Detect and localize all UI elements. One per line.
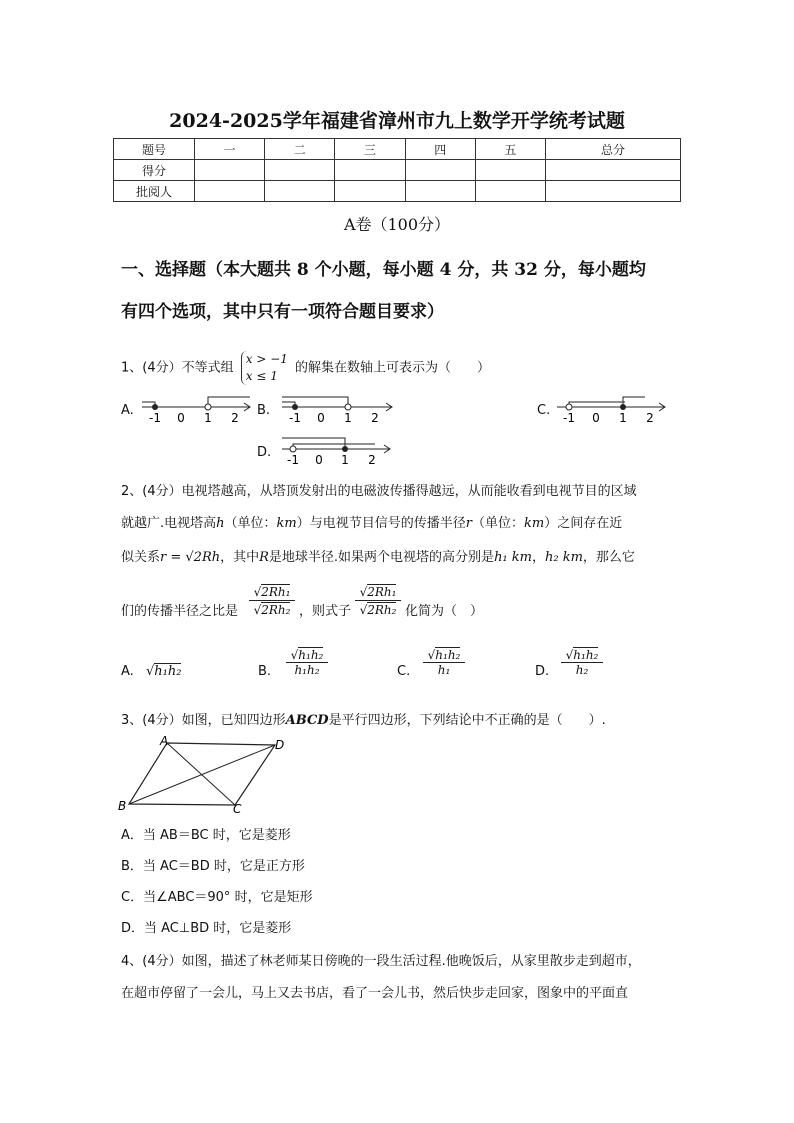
tick-label: 0 bbox=[592, 411, 600, 425]
question-2-line3: 似关系r = √2Rh，其中R是地球半径.如果两个电视塔的高分别是h₁ km，h₂ km，那么它 bbox=[121, 550, 635, 565]
q3-option-c[interactable]: C．当∠ABC＝90° 时，它是矩形 bbox=[121, 890, 313, 905]
table-cell: 总分 bbox=[546, 139, 681, 160]
table-cell: 批阅人 bbox=[114, 181, 195, 202]
radius-formula: r = √2Rh bbox=[160, 550, 221, 565]
q1-option-d-numberline[interactable] bbox=[280, 432, 392, 468]
table-cell: 得分 bbox=[114, 160, 195, 181]
volume-heading: A卷（100分） bbox=[343, 215, 451, 234]
diagonal-bd bbox=[129, 745, 275, 804]
score-table-header-row bbox=[114, 139, 681, 160]
question-3-stem: 3、(4分）如图，已知四边形ABCD是平行四边形，下列结论中不正确的是（ ）. bbox=[121, 713, 606, 728]
question-2-line4: 们的传播半径之比是 √2Rh₁ √2Rh₂ ，则式子 √2Rh₁ √2Rh₂ 化简为（ ） bbox=[121, 585, 484, 619]
table-cell: 一 bbox=[195, 139, 265, 160]
tick-label: -1 bbox=[149, 411, 161, 425]
vertex-label-b: B bbox=[118, 799, 127, 813]
table-cell: 三 bbox=[335, 139, 405, 160]
vertex-label-c: C bbox=[233, 802, 242, 816]
tick-label: 1 bbox=[204, 411, 212, 425]
vertex-label-d: D bbox=[275, 738, 285, 752]
table-cell: 四 bbox=[405, 139, 475, 160]
question-4-line1: 4、(4分）如图，描述了林老师某日傍晚的一段生活过程.他晚饭后，从家里散步走到超市， bbox=[121, 954, 641, 969]
q2-option-a[interactable]: A. √h₁h₂ bbox=[121, 664, 182, 679]
tick-label: -1 bbox=[563, 411, 575, 425]
q3-option-d[interactable]: D．当 AC⊥BD 时，它是菱形 bbox=[121, 921, 292, 936]
diagonal-ac bbox=[167, 743, 235, 805]
tick-label: 2 bbox=[231, 411, 239, 425]
section-heading-line1: 一、选择题（本大题共 8 个小题，每小题 4 分，共 32 分，每小题均 bbox=[121, 260, 646, 280]
tick-label: 2 bbox=[371, 411, 379, 425]
table-cell: 五 bbox=[475, 139, 545, 160]
radius-ratio-fraction: √2Rh₁ √2Rh₂ bbox=[249, 585, 295, 617]
vertex-label-a: A bbox=[160, 734, 169, 748]
tick-label: 2 bbox=[646, 411, 654, 425]
q1-option-c-label[interactable]: C. bbox=[537, 403, 551, 418]
q3-option-b[interactable]: B．当 AC＝BD 时，它是正方形 bbox=[121, 859, 305, 874]
parallelogram-figure bbox=[115, 733, 295, 819]
question-1-stem: 1、(4分）不等式组 x > −1 x ≤ 1 的解集在数轴上可表示为（ ） bbox=[121, 352, 491, 383]
tick-label: -1 bbox=[289, 411, 301, 425]
score-table-row bbox=[114, 181, 681, 202]
tick-label: 0 bbox=[317, 411, 325, 425]
tick-label: 1 bbox=[344, 411, 352, 425]
q1-option-c-numberline[interactable] bbox=[555, 392, 667, 426]
table-cell: 二 bbox=[265, 139, 335, 160]
tick-label: 0 bbox=[315, 453, 323, 467]
question-4-line2: 在超市停留了一会儿，马上又去书店，看了一会儿书，然后快步走回家，图象中的平面直 bbox=[121, 986, 629, 1001]
tick-label: 2 bbox=[368, 453, 376, 467]
tick-label: 1 bbox=[341, 453, 349, 467]
q1-option-b-label[interactable]: B. bbox=[257, 403, 271, 418]
tick-label: 1 bbox=[619, 411, 627, 425]
score-table-row bbox=[114, 160, 681, 181]
score-table bbox=[113, 138, 681, 202]
q1-option-b-numberline[interactable] bbox=[280, 392, 395, 426]
inequality-system: x > −1 x ≤ 1 bbox=[241, 351, 288, 385]
q1-option-a-label[interactable]: A. bbox=[121, 403, 134, 418]
section-heading-line2: 有四个选项，其中只有一项符合题目要求） bbox=[121, 302, 444, 322]
tick-label: -1 bbox=[287, 453, 299, 467]
table-cell: 题号 bbox=[114, 139, 195, 160]
question-2-line2: 就越广.电视塔高h（单位：km）与电视节目信号的传播半径r（单位：km）之间存在近 bbox=[121, 516, 623, 531]
tick-label: 0 bbox=[177, 411, 185, 425]
question-2-line1: 2、(4分）电视塔越高，从塔顶发射出的电磁波传播得越远，从而能收看到电视节目的区域 bbox=[121, 484, 637, 499]
q1-option-a-numberline[interactable] bbox=[140, 392, 252, 426]
expression-fraction: √2Rh₁ √2Rh₂ bbox=[355, 585, 401, 617]
q1-option-d-label[interactable]: D. bbox=[257, 445, 272, 460]
q3-option-a[interactable]: A．当 AB＝BC 时，它是菱形 bbox=[121, 828, 291, 843]
page-title: 2024-2025学年福建省漳州市九上数学开学统考试题 bbox=[169, 110, 625, 132]
